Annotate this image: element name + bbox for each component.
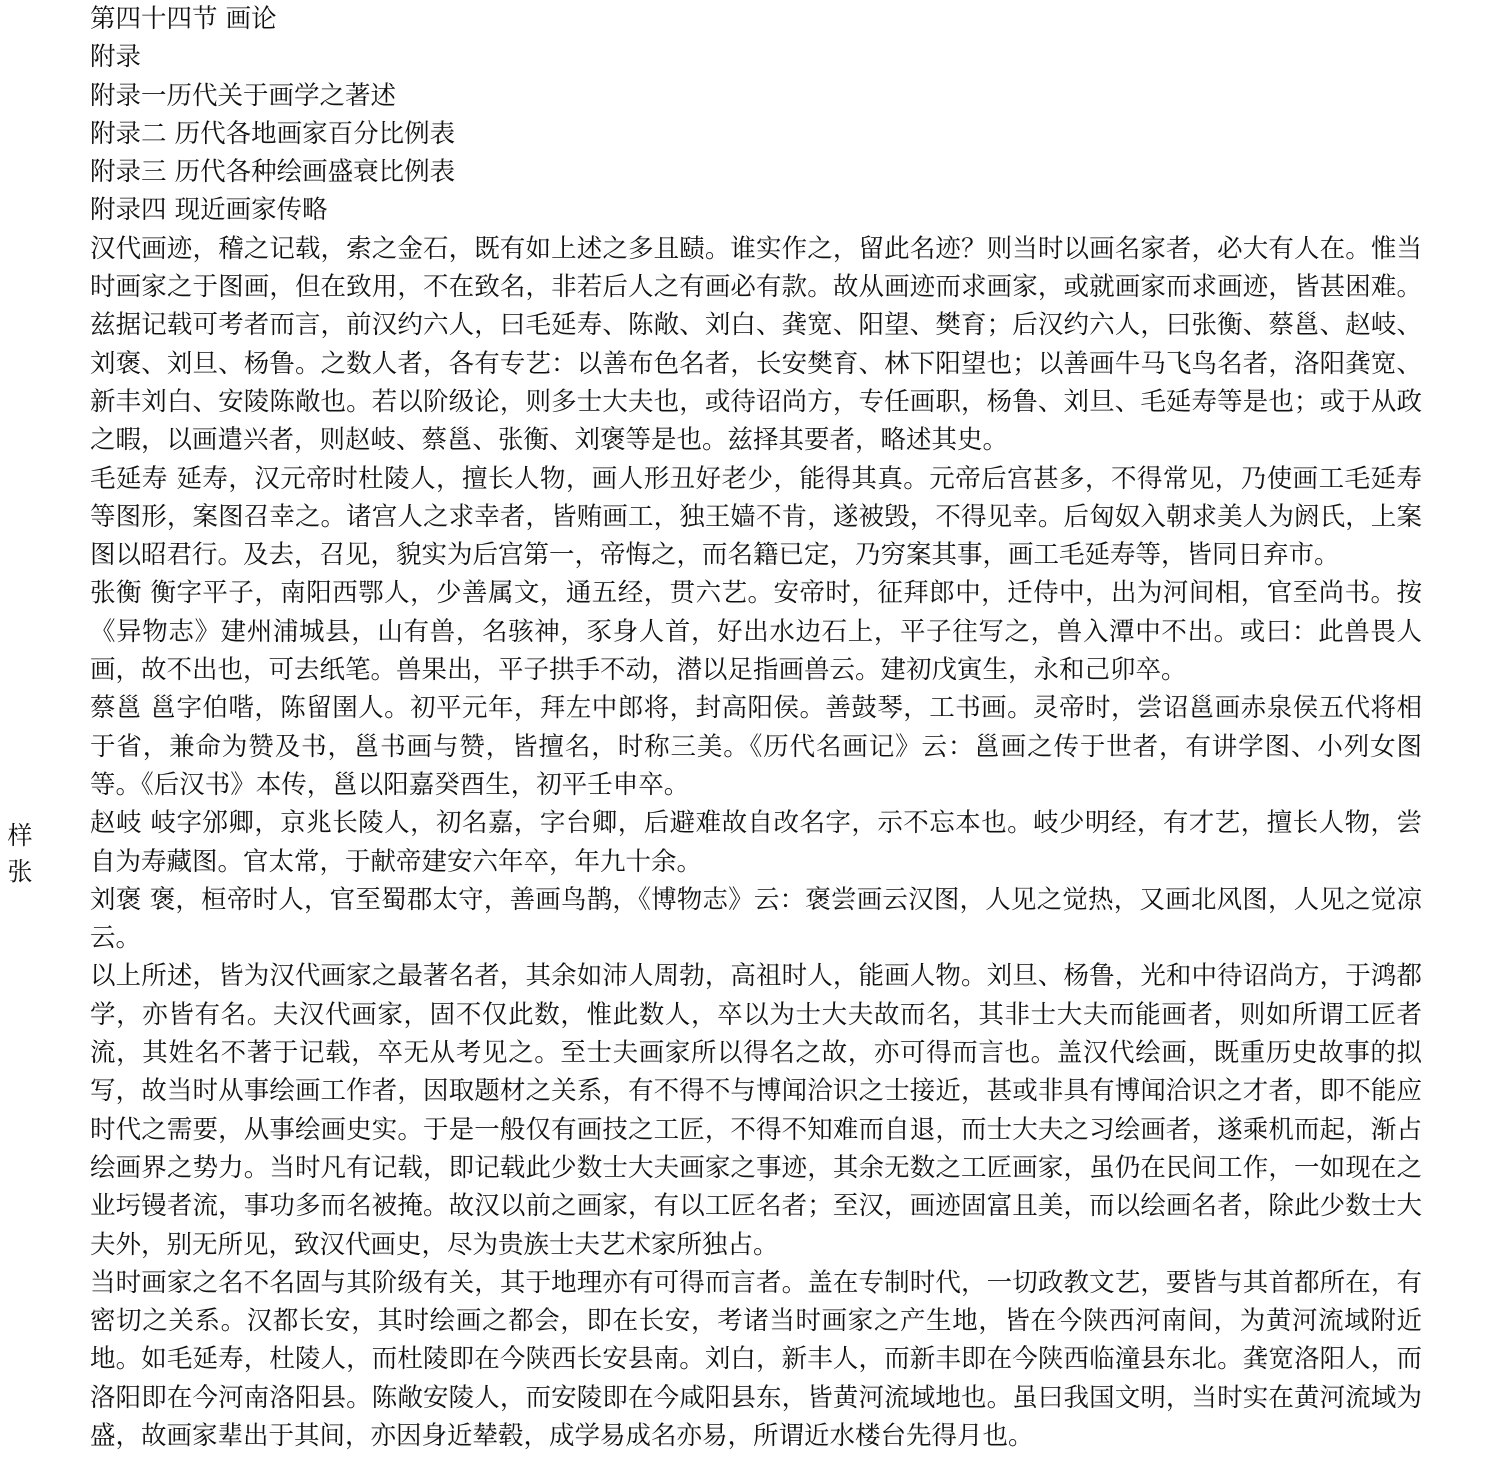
geography-paragraph: 当时画家之名不名固与其阶级有关，其于地理亦有可得而言者。盖在专制时代，一切政教文艺，要皆与其首都所在，有密切之关系。汉都长安，其时绘画之都会，即在长安，考诸当时画家之产生地，皆在今陕西河南间，为黄河流域附近地。如毛延寿，杜陵人，而杜陵即在今陕西长安县南。刘白，新丰人，而新丰即在今陕西临潼县东北。龚宽洛阳人，而洛阳即在今河南洛阳县。陈敞安陵人，而安陵即在今咸阳县东，皆黄河流域地也。虽曰我国文明，当时实在黄河流域为盛，故画家辈出于其间，亦因身近辇毂，成学易成名亦易，所谓近水楼台先得月也。 xyxy=(90,1267,1422,1451)
margin-stamp xyxy=(5,818,35,890)
biography-cai-yong: 蔡邕 邕字伯喈，陈留圉人。初平元年，拜左中郎将，封高阳侯。善鼓琴，工书画。灵帝时，尝诏邕画赤泉侯五代将相于省，兼命为赞及书，邕书画与赞，皆擅名，时称三美。《历代名画记》云：邕画之传于世者，有讲学图、小列女图等。《后汉书》本传，邕以阳嘉癸酉生，初平壬申卒。 xyxy=(90,693,1422,800)
biography-liu-bao: 刘褒 褒，桓帝时人，官至蜀郡太守，善画鸟鹊，《博物志》云：褒尝画云汉图，人见之觉热，又画北风图，人见之觉凉云。 xyxy=(90,884,1422,954)
biography-zhang-heng: 张衡 衡字平子，南阳西鄂人，少善属文，通五经，贯六艺。安帝时，征拜郎中，迁侍中，出为河间相，官至尚书。按《异物志》建州浦城县，山有兽，名骇神，豕身人首，好出水边石上，平子往写之，兽入潭中不出。或曰：此兽畏人画，故不出也，可去纸笔。兽果出，平子拱手不动，潜以足指画兽云。建初戊寅生，永和己卯卒。 xyxy=(90,578,1422,686)
toc-line: 附录一历代关于画学之著述 xyxy=(90,80,397,111)
toc-line: 附录四 现近画家传略 xyxy=(90,195,328,226)
toc-line: 附录二 历代各地画家百分比例表 xyxy=(90,118,456,149)
toc-line: 第四十四节 画论 xyxy=(90,4,277,34)
biography-mao-yanshou: 毛延寿 延寿，汉元帝时杜陵人，擅长人物，画人形丑好老少，能得其真。元帝后宫甚多，不得常见，乃使画工毛延寿等图形，案图召幸之。诸宫人之求幸者，皆贿画工，独王嫱不肯，遂被毁，不得见幸。后匈奴入朝求美人为阏氏，上案图以昭君行。及去，召见，貌实为后宫第一，帝悔之，而名籍已定，乃穷案其事，画工毛延寿等，皆同日弃市。 xyxy=(90,463,1422,571)
summary-paragraph: 以上所述，皆为汉代画家之最著名者，其余如沛人周勃，高祖时人，能画人物。刘旦、杨鲁，光和中待诏尚方，于鸿都学，亦皆有名。夫汉代画家，固不仅此数，惟此数人，卒以为士大夫故而名，其非士大夫而能画者，则如所谓工匠者流，其姓名不著于记载，卒无从考见之。至士夫画家所以得名之故，亦可得而言也。盖汉代绘画，既重历史故事的拟写，故当时从事绘画工作者，因取题材之关系，有不得不与博闻洽识之士接近，甚或非具有博闻洽识之才者，即不能应时代之需要，从事绘画史实。于是一般仅有画技之工匠，不得不知难而自退，而士大夫之习绘画者，遂乘机而起，渐占绘画界之势力。当时凡有记载，即记载此少数士大夫画家之事迹，其余无数之工匠画家，虽仍在民间工作，一如现在之业圬镘者流，事功多而名被掩。故汉以前之画家，有以工匠名者；至汉，画迹固富且美，而以绘画名者，除此少数士大夫外，别无所见，致汉代画史，尽为贵族士夫艺术家所独占。 xyxy=(90,961,1422,1260)
intro-paragraph: 汉代画迹，稽之记载，索之金石，既有如上述之多且赜。谁实作之，留此名迹？则当时以画名家者，必大有人在。惟当时画家之于图画，但在致用，不在致名，非若后人之有画必有款。故从画迹而求画家，或就画家而求画迹，皆甚困难。兹据记载可考者而言，前汉约六人，曰毛延寿、陈敞、刘白、龚宽、阳望、樊育；后汉约六人，曰张衡、蔡邕、赵岐、刘褒、刘旦、杨鲁。之数人者，各有专艺：以善布色名者，长安樊育、林下阳望也；以善画牛马飞鸟名者，洛阳龚宽、新丰刘白、安陵陈敞也。若以阶级论，则多士大夫也，或待诏尚方，专任画职，杨鲁、刘旦、毛延寿等是也；或于从政之暇，以画遣兴者，则赵岐、蔡邕、张衡、刘褒等是也。兹择其要者，略述其史。 xyxy=(90,233,1422,456)
biography-zhao-qi: 赵岐 岐字邠卿，京兆长陵人，初名嘉，字台卿，后避难故自改名字，示不忘本也。岐少明经，有才艺，擅长人物，尝自为寿藏图。官太常，于献帝建安六年卒，年九十余。 xyxy=(90,808,1422,877)
margin-stamp-char: 张 xyxy=(7,857,33,886)
toc-line: 附录三 历代各种绘画盛衰比例表 xyxy=(90,157,456,188)
margin-stamp-char: 样 xyxy=(7,821,33,850)
toc-line: 附录 xyxy=(90,42,142,73)
document-page xyxy=(90,0,1422,1455)
